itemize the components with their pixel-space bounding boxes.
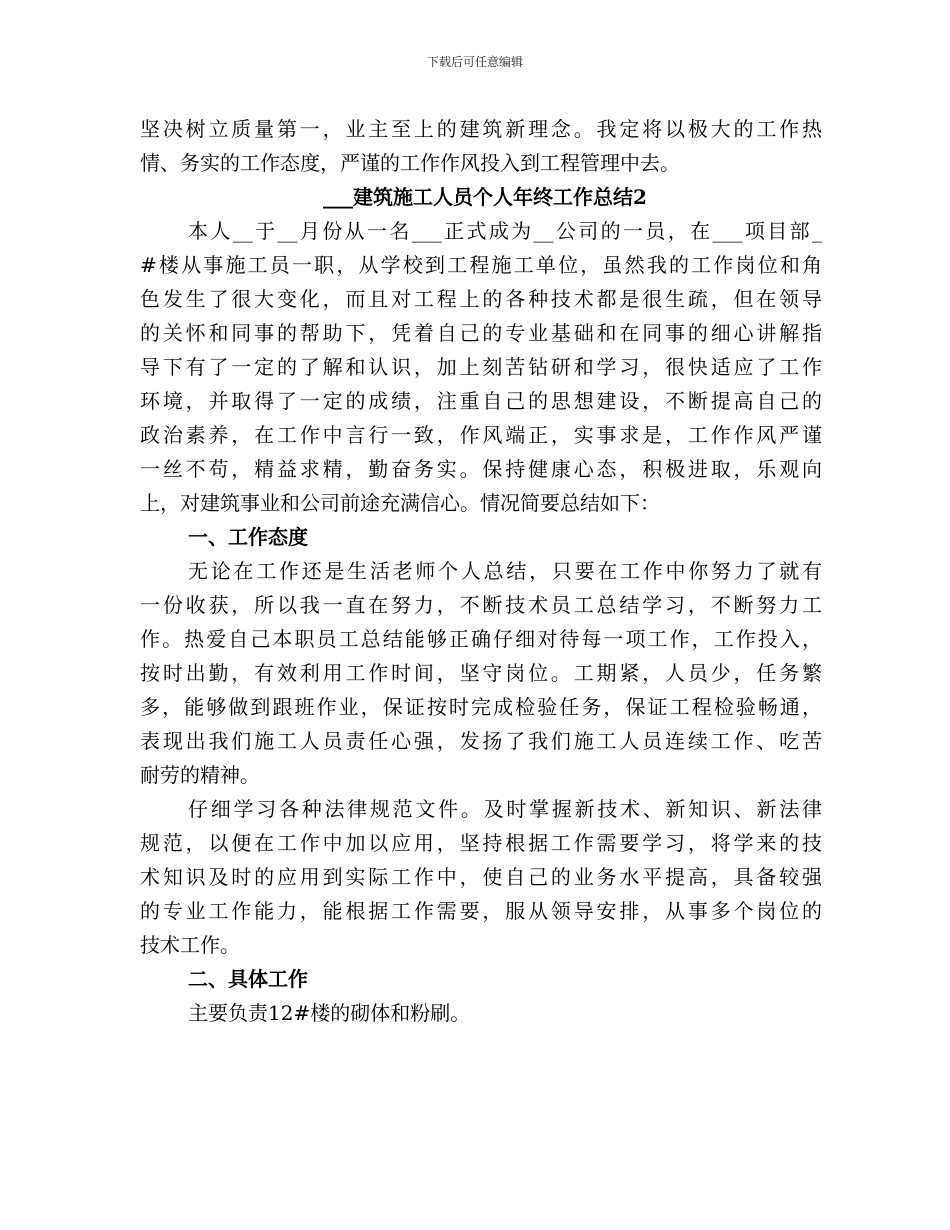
intro-line: 情、务实的工作态度，严谨的工作作风投入到工程管理中去。 — [140, 151, 680, 175]
paragraph-line: 多，能够做到跟班作业，保证按时完成检验任务，保证工程检验畅通， — [140, 695, 822, 719]
paragraph-line: 仔细学习各种法律规范文件。及时掌握新技术、新知识、新法律 — [188, 797, 822, 821]
paragraph-line: #楼从事施工员一职，从学校到工程施工单位，虽然我的工作岗位和角 — [140, 253, 822, 277]
paragraph-line: 一份收获，所以我一直在努力，不断技术员工总结学习，不断努力工 — [140, 593, 822, 617]
paragraph-line: 按时出勤，有效利用工作时间，坚守岗位。工期紧，人员少，任务繁 — [140, 661, 822, 685]
paragraph-line: 环境，并取得了一定的成绩，注重自己的思想建设，不断提高自己的 — [140, 389, 822, 413]
paragraph-line: 政治素养，在工作中言行一致，作风端正，实事求是，工作作风严谨 — [140, 423, 822, 447]
subheading-specific-work: 二、具体工作 — [188, 967, 308, 991]
paragraph-line: 导下有了一定的了解和认识，加上刻苦钻研和学习，很快适应了工作 — [140, 355, 822, 379]
paragraph-line: 术知识及时的应用到实际工作中，使自己的业务水平提高，具备较强 — [140, 865, 822, 889]
paragraph-line: 作。热爱自己本职员工总结能够正确仔细对待每一项工作，工作投入， — [140, 627, 822, 651]
document-body — [140, 112, 822, 1030]
paragraph-line: 耐劳的精神。 — [140, 763, 260, 787]
paragraph-line: 的关怀和同事的帮助下，凭着自己的专业基础和在同事的细心讲解指 — [140, 321, 822, 345]
paragraph-line: 上，对建筑事业和公司前途充满信心。情况简要总结如下： — [140, 491, 660, 515]
paragraph-line: 的专业工作能力，能根据工作需要，服从领导安排，从事多个岗位的 — [140, 899, 822, 923]
paragraph-line: 一丝不苟，精益求精，勤奋务实。保持健康心态，积极进取，乐观向 — [140, 457, 822, 481]
section-title: ___建筑施工人员个人年终工作总结2 — [323, 185, 647, 209]
intro-line: 坚决树立质量第一，业主至上的建筑新理念。我定将以极大的工作热 — [140, 117, 822, 141]
paragraph-line: 本人__于__月份从一名___正式成为__公司的一员，在___项目部_ — [188, 219, 822, 243]
page-header-note: 下载后可任意编辑 — [426, 55, 523, 69]
paragraph-line: 技术工作。 — [140, 933, 240, 957]
paragraph-line: 无论在工作还是生活老师个人总结，只要在工作中你努力了就有 — [188, 559, 822, 583]
paragraph-line: 表现出我们施工人员责任心强，发扬了我们施工人员连续工作、吃苦 — [140, 729, 822, 753]
paragraph-line: 规范，以便在工作中加以应用，坚持根据工作需要学习，将学来的技 — [140, 831, 822, 855]
paragraph-line: 色发生了很大变化，而且对工程上的各种技术都是很生疏，但在领导 — [140, 287, 822, 311]
paragraph-line: 主要负责12#楼的砌体和粉刷。 — [188, 1001, 471, 1025]
subheading-work-attitude: 一、工作态度 — [188, 525, 308, 549]
